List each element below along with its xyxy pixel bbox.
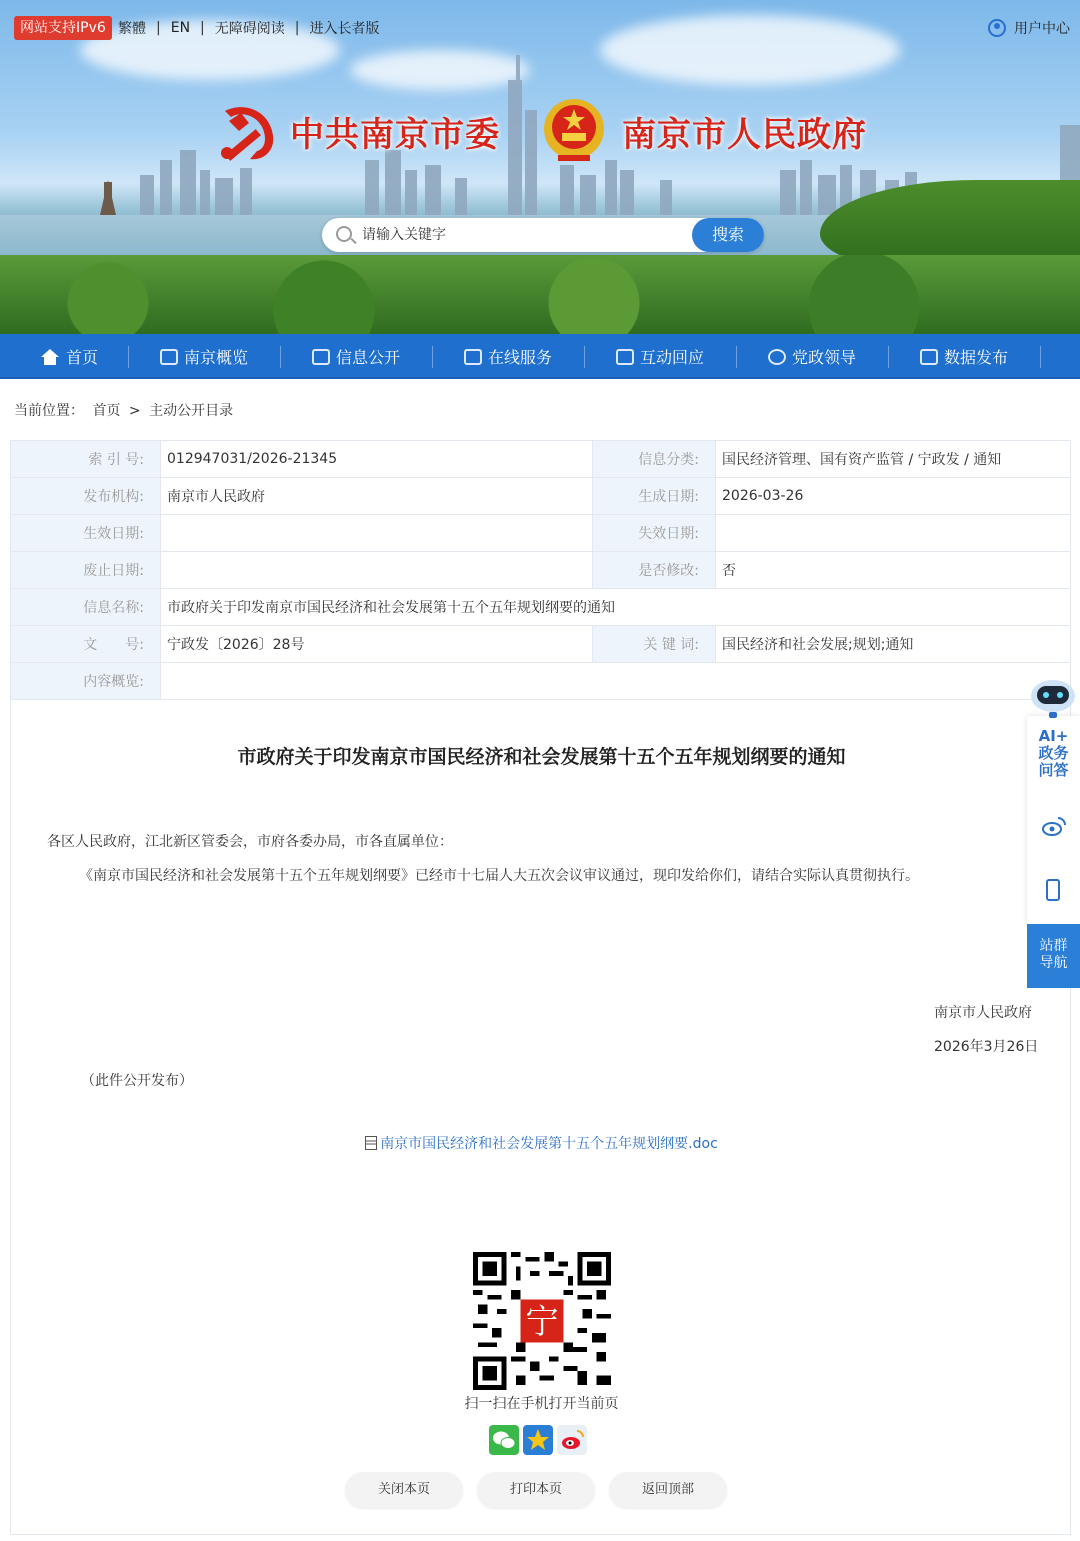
document-metadata-table	[10, 440, 1071, 700]
qr-caption: 扫一扫在手机打开当前页	[464, 1396, 619, 1412]
name-value: 市政府关于印发南京市国民经济和社会发展第十五个五年规划纲要的通知	[161, 589, 1071, 626]
top-bar	[0, 10, 1080, 46]
modified-label: 是否修改:	[593, 552, 716, 589]
weibo-icon[interactable]	[557, 1425, 587, 1455]
keywords-value: 国民经济和社会发展;规划;通知	[716, 626, 1071, 663]
separator: |	[294, 20, 300, 36]
national-emblem-icon	[542, 95, 606, 165]
nav-block-label: 站群	[1039, 938, 1068, 954]
breadcrumb-current[interactable]: 主动公开目录	[149, 403, 234, 419]
document-signer: 南京市人民政府	[934, 1005, 1032, 1021]
back-to-top-button[interactable]: 返回顶部	[609, 1472, 727, 1508]
attachment-row	[11, 1133, 1072, 1153]
nav-label: 南京概览	[184, 348, 249, 367]
print-page-button[interactable]: 打印本页	[477, 1472, 595, 1508]
doc-file-icon	[365, 1136, 377, 1150]
nav-divider	[128, 346, 129, 368]
nav-divider	[280, 346, 281, 368]
nav-label: 互动回应	[640, 348, 705, 367]
qzone-icon[interactable]	[523, 1425, 553, 1455]
top-links	[118, 18, 379, 38]
search-icon	[336, 226, 352, 242]
category-value: 国民经济管理、国有资产监管 / 宁政发 / 通知	[716, 441, 1071, 478]
nav-label: 信息公开	[336, 348, 401, 367]
nav-label: 在线服务	[488, 348, 553, 367]
party-emblem-icon	[215, 101, 281, 163]
people-icon	[768, 349, 786, 365]
created-label: 生成日期:	[593, 478, 716, 515]
header-banner	[0, 0, 1080, 334]
document-icon	[312, 349, 330, 365]
ai-label-line: 政务	[1038, 744, 1069, 762]
search-button[interactable]: 搜索	[692, 218, 764, 252]
separator: |	[156, 20, 161, 36]
summary-value	[161, 663, 1071, 700]
ai-robot-icon[interactable]	[1029, 676, 1077, 720]
expire-label: 失效日期:	[593, 515, 716, 552]
mobile-icon[interactable]	[1046, 879, 1060, 901]
abolish-label: 废止日期:	[11, 552, 161, 589]
user-center-link[interactable]	[988, 18, 1070, 38]
party-committee-title: 中共南京市委	[290, 115, 500, 155]
nav-item-leaders[interactable]	[768, 334, 856, 379]
user-icon	[988, 19, 1006, 37]
close-page-button[interactable]: 关闭本页	[345, 1472, 463, 1508]
svg-text:宁: 宁	[525, 1301, 559, 1341]
breadcrumb-separator: >	[128, 403, 141, 419]
table-row	[11, 626, 1071, 663]
nav-item-data-release[interactable]	[920, 334, 1008, 379]
publisher-label: 发布机构:	[11, 478, 161, 515]
floating-sidebar	[1027, 676, 1080, 988]
table-row	[11, 478, 1071, 515]
nav-item-info-disclosure[interactable]	[312, 334, 400, 379]
nav-divider	[584, 346, 585, 368]
modified-value: 否	[716, 552, 1071, 589]
docno-label: 文 号:	[11, 626, 161, 663]
document-title: 市政府关于印发南京市国民经济和社会发展第十五个五年规划纲要的通知	[237, 746, 846, 768]
table-row	[11, 663, 1071, 700]
ipv6-badge: 网站支持IPv6	[14, 16, 112, 40]
accessibility-link[interactable]: 无障碍阅读	[214, 21, 285, 37]
site-title	[0, 95, 1080, 175]
public-release-note: （此件公开发布）	[81, 1073, 193, 1089]
nav-item-home[interactable]	[40, 334, 98, 379]
overview-icon	[160, 349, 178, 365]
table-row	[11, 552, 1071, 589]
qr-code	[473, 1252, 611, 1390]
thumbs-up-icon	[464, 349, 482, 365]
table-row	[11, 515, 1071, 552]
main-nav	[0, 334, 1080, 379]
government-title: 南京市人民政府	[622, 115, 867, 155]
created-value: 2026-03-26	[716, 478, 1071, 515]
nav-divider	[432, 346, 433, 368]
ai-label-line: 问答	[1038, 761, 1069, 779]
breadcrumb	[14, 400, 237, 420]
traditional-chinese-link[interactable]: 繁體	[118, 21, 146, 37]
effective-value	[161, 515, 593, 552]
home-icon	[40, 348, 60, 366]
nav-label: 数据发布	[944, 348, 1009, 367]
site-group-nav-button[interactable]	[1027, 924, 1080, 988]
chart-icon	[920, 349, 938, 365]
document-body: 《南京市国民经济和社会发展第十五个五年规划纲要》已经市十七届人大五次会议审议通过，现印发给你们，请结合实际认真贯彻执行。	[79, 868, 919, 884]
user-center-label: 用户中心	[1014, 21, 1070, 37]
english-link[interactable]: EN	[170, 20, 191, 36]
share-icons	[489, 1425, 587, 1455]
breadcrumb-prefix: 当前位置：	[14, 403, 84, 419]
breadcrumb-home[interactable]: 首页	[92, 403, 121, 419]
nav-block-label: 导航	[1039, 955, 1068, 971]
table-row	[11, 441, 1071, 478]
abolish-value	[161, 552, 593, 589]
nav-divider	[1040, 346, 1041, 368]
expire-value	[716, 515, 1071, 552]
separator: |	[200, 20, 205, 36]
nav-divider	[736, 346, 737, 368]
index-label: 索 引 号:	[11, 441, 161, 478]
trees	[0, 255, 1080, 334]
summary-label: 内容概览:	[11, 663, 161, 700]
nav-label: 党政领导	[792, 348, 857, 367]
nav-item-overview[interactable]	[160, 334, 248, 379]
table-row	[11, 589, 1071, 626]
action-buttons	[345, 1472, 727, 1508]
publisher-value: 南京市人民政府	[161, 478, 593, 515]
ai-label-line: AI+	[1038, 727, 1069, 745]
effective-label: 生效日期:	[11, 515, 161, 552]
document-salutation: 各区人民政府，江北新区管委会，市府各委办局，市各直属单位：	[47, 834, 453, 850]
nav-item-interaction[interactable]	[616, 334, 704, 379]
keywords-label: 关 键 词:	[593, 626, 716, 663]
nav-item-online-service[interactable]	[464, 334, 552, 379]
document-content	[10, 697, 1071, 1535]
name-label: 信息名称:	[11, 589, 161, 626]
wechat-icon[interactable]	[489, 1425, 519, 1455]
ai-gov-qa-link[interactable]	[1027, 728, 1080, 779]
weibo-icon[interactable]	[1041, 816, 1067, 836]
search-input[interactable]	[362, 218, 682, 252]
search-box	[322, 218, 764, 252]
index-value: 012947031/2026-21345	[161, 441, 593, 478]
document-date: 2026年3月26日	[934, 1039, 1039, 1055]
chat-icon	[616, 349, 634, 365]
docno-value: 宁政发〔2026〕28号	[161, 626, 593, 663]
nav-divider	[888, 346, 889, 368]
category-label: 信息分类:	[593, 441, 716, 478]
nav-label: 首页	[66, 348, 99, 367]
elder-mode-link[interactable]: 进入长者版	[309, 21, 380, 37]
attachment-link[interactable]: 南京市国民经济和社会发展第十五个五年规划纲要.doc	[380, 1136, 718, 1152]
